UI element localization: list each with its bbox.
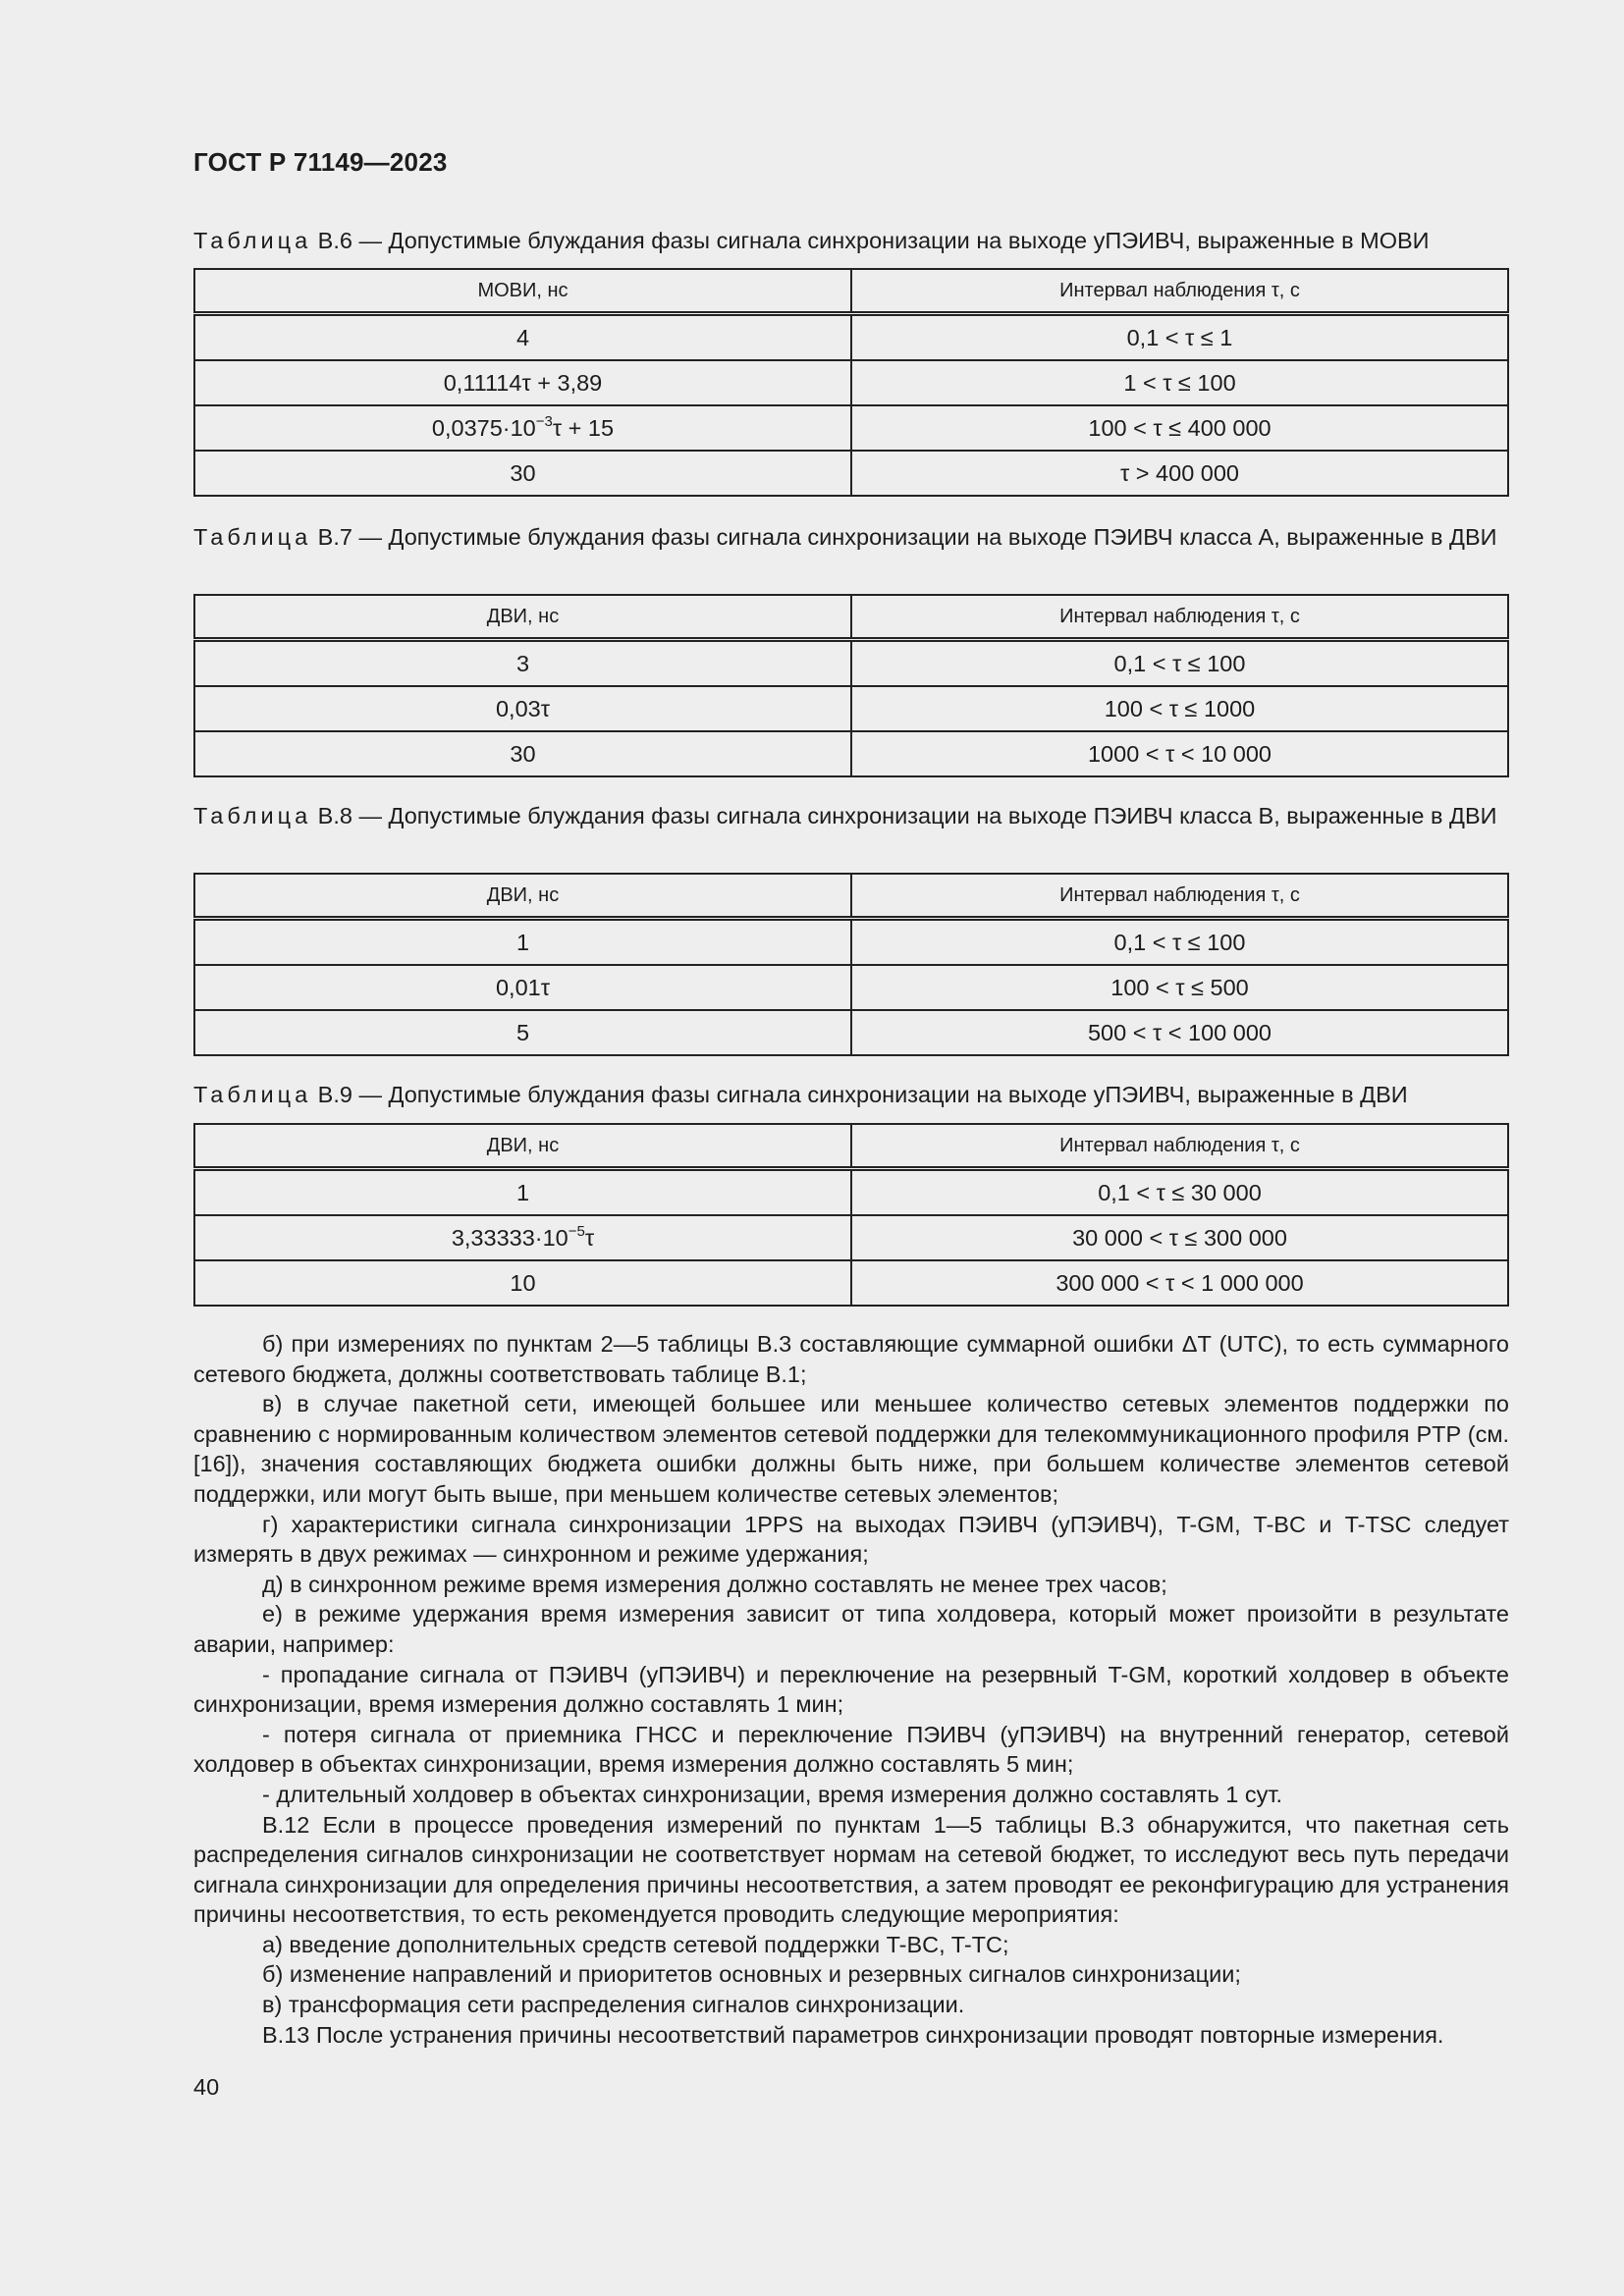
paragraph: г) характеристики сигнала синхронизации 1PPS на выходах ПЭИВЧ (уПЭИВЧ), T-GM, T-BC и T-TSC следует измерять в двух режимах — синхронном и режиме удержания;: [193, 1511, 1509, 1568]
table-row: [194, 314, 1508, 361]
paragraph: - потеря сигнала от приемника ГНСС и переключение ПЭИВЧ (уПЭИВЧ) на внутренний генератор, сетевой холдовер в объектах синхронизации, время измерения должно составлять 5 мин;: [193, 1721, 1509, 1778]
table-cell: 1: [194, 919, 851, 966]
caption-text: В.8 — Допустимые блуждания фазы сигнала синхронизации на выходе ПЭИВЧ класса В, выраженные в ДВИ: [311, 803, 1497, 828]
table-b9: [193, 1123, 1509, 1307]
paragraph: б) при измерениях по пунктам 2—5 таблицы В.3 составляющие суммарной ошибки ΔT (UTC), то есть суммарного сетевого бюджета, должны соответствовать таблице В.1;: [193, 1331, 1509, 1387]
table-cell: [194, 1215, 851, 1260]
formula-exponent: −5: [568, 1222, 585, 1240]
table-cell: 4: [194, 314, 851, 361]
document-title: ГОСТ Р 71149—2023: [193, 147, 448, 177]
column-header: Интервал наблюдения τ, с: [851, 874, 1508, 919]
table-b8-caption: [193, 801, 1509, 830]
column-header: Интервал наблюдения τ, с: [851, 1124, 1508, 1169]
paragraph: - пропадание сигнала от ПЭИВЧ (уПЭИВЧ) и переключение на резервный T-GM, короткий холдовер в объекте синхронизации, время измерения должно составлять 1 мин;: [193, 1661, 1509, 1718]
paragraph: б) изменение направлений и приоритетов основных и резервных сигналов синхронизации;: [262, 1961, 1241, 1988]
paragraph: В.12 Если в процессе проведения измерений по пунктам 1—5 таблицы В.3 обнаружится, что пакетная сеть распределения сигналов синхронизации не соответствует нормам на сетевой бюджет, то исследуют весь путь передачи сигнала синхронизации для определения причины несоответствия, а затем проводят ее реконфигурацию для устранения причины несоответствия, то есть рекомендуется проводить следующие мероприятия:: [193, 1811, 1509, 1928]
table-cell: 0,11114τ + 3,89: [194, 360, 851, 405]
table-cell: 0,1 < τ ≤ 100: [851, 640, 1508, 687]
table-row: [194, 919, 1508, 966]
table-b7-caption: [193, 522, 1509, 552]
formula-exponent: −3: [535, 412, 553, 430]
table-cell: 0,01τ: [194, 965, 851, 1010]
formula-base: 3,33333·10: [451, 1224, 568, 1251]
formula-tail: τ: [584, 1224, 595, 1251]
paragraph: е) в режиме удержания время измерения зависит от типа холдовера, который может произойти в результате аварии, например:: [193, 1601, 1509, 1657]
paragraph: а) введение дополнительных средств сетевой поддержки T-BC, T-TC;: [262, 1931, 1009, 1957]
table-cell: 0,03τ: [194, 686, 851, 731]
table-row: [194, 640, 1508, 687]
table-row: [194, 1169, 1508, 1216]
table-b8: [193, 873, 1509, 1056]
page-number: 40: [193, 2074, 220, 2100]
table-b6-caption: [193, 226, 1509, 255]
table-row: [194, 360, 1508, 405]
table-row: [194, 1010, 1508, 1055]
table-cell: 10: [194, 1260, 851, 1306]
table-b9-caption: [193, 1080, 1509, 1109]
table-cell: 30 000 < τ ≤ 300 000: [851, 1215, 1508, 1260]
table-row: [194, 451, 1508, 496]
paragraph: В.13 После устранения причины несоответствий параметров синхронизации проводят повторные измерения.: [262, 2021, 1444, 2048]
table-header-row: [194, 269, 1508, 314]
column-header: МОВИ, нс: [194, 269, 851, 314]
table-header-row: [194, 1124, 1508, 1169]
formula-tail: τ + 15: [552, 414, 615, 441]
table-cell: 500 < τ < 100 000: [851, 1010, 1508, 1055]
table-cell: 0,1 < τ ≤ 100: [851, 919, 1508, 966]
table-cell: 3: [194, 640, 851, 687]
paragraph: в) трансформация сети распределения сигналов синхронизации.: [262, 1992, 965, 2018]
table-cell: 30: [194, 451, 851, 496]
table-cell: 100 < τ ≤ 400 000: [851, 405, 1508, 451]
column-header: Интервал наблюдения τ, с: [851, 269, 1508, 314]
column-header: ДВИ, нс: [194, 1124, 851, 1169]
table-row: [194, 405, 1508, 451]
table-cell: 0,1 < τ ≤ 1: [851, 314, 1508, 361]
paragraph: - длительный холдовер в объектах синхронизации, время измерения должно составлять 1 сут.: [262, 1781, 1283, 1807]
caption-text: В.9 — Допустимые блуждания фазы сигнала синхронизации на выходе уПЭИВЧ, выраженные в ДВИ: [311, 1082, 1408, 1107]
table-cell: 1000 < τ < 10 000: [851, 731, 1508, 776]
table-row: [194, 731, 1508, 776]
column-header: ДВИ, нс: [194, 874, 851, 919]
table-header-row: [194, 595, 1508, 640]
table-cell: τ > 400 000: [851, 451, 1508, 496]
column-header: Интервал наблюдения τ, с: [851, 595, 1508, 640]
table-label: Таблица: [193, 803, 312, 828]
table-b6: [193, 268, 1509, 497]
table-label: Таблица: [193, 524, 312, 550]
caption-text: В.6 — Допустимые блуждания фазы сигнала синхронизации на выходе уПЭИВЧ, выраженные в МОВИ: [311, 228, 1430, 253]
table-cell: 300 000 < τ < 1 000 000: [851, 1260, 1508, 1306]
paragraph: д) в синхронном режиме время измерения должно составлять не менее трех часов;: [262, 1571, 1167, 1597]
table-cell: [194, 405, 851, 451]
body-text: [193, 1329, 1509, 2050]
table-row: [194, 1260, 1508, 1306]
table-cell: 30: [194, 731, 851, 776]
table-header-row: [194, 874, 1508, 919]
table-cell: 1: [194, 1169, 851, 1216]
column-header: ДВИ, нс: [194, 595, 851, 640]
table-b7: [193, 594, 1509, 777]
table-cell: 1 < τ ≤ 100: [851, 360, 1508, 405]
table-cell: 5: [194, 1010, 851, 1055]
table-row: [194, 965, 1508, 1010]
table-label: Таблица: [193, 1082, 312, 1107]
table-cell: 0,1 < τ ≤ 30 000: [851, 1169, 1508, 1216]
paragraph: в) в случае пакетной сети, имеющей большее или меньшее количество сетевых элементов поддержки по сравнению с нормированным количеством элементов сетевой поддержки для телекоммуникационного профиля PTP (см. [16]), значения составляющих бюджета ошибки должны быть ниже, при большем количестве элементов сетевой поддержки, или могут быть выше, при меньшем количестве сетевых элементов;: [193, 1391, 1509, 1507]
table-label: Таблица: [193, 228, 312, 253]
table-row: [194, 686, 1508, 731]
table-cell: 100 < τ ≤ 1000: [851, 686, 1508, 731]
table-cell: 100 < τ ≤ 500: [851, 965, 1508, 1010]
table-row: [194, 1215, 1508, 1260]
caption-text: В.7 — Допустимые блуждания фазы сигнала синхронизации на выходе ПЭИВЧ класса А, выраженные в ДВИ: [311, 524, 1497, 550]
formula-base: 0,0375·10: [431, 414, 536, 441]
